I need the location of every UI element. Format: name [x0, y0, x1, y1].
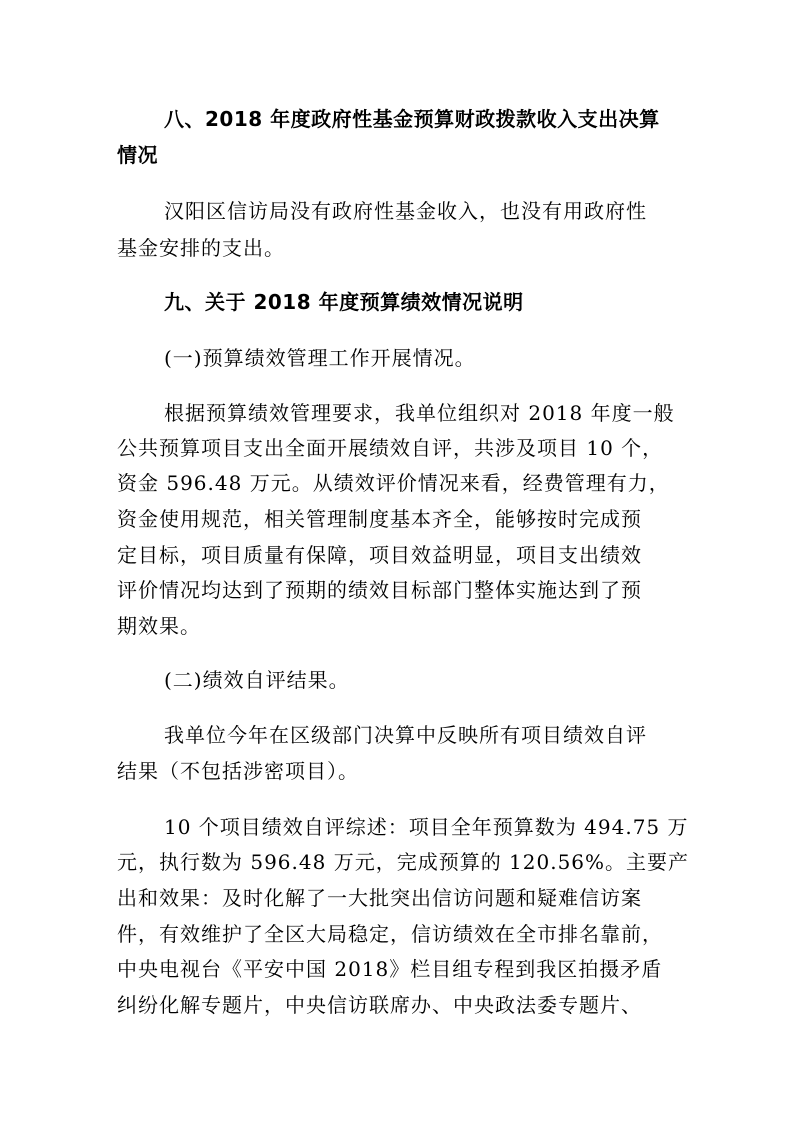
section8-paragraph-line2: 基金安排的支出。: [117, 236, 285, 260]
subsection1-line: 根据预算绩效管理要求，我单位组织对 2018 年度一般: [164, 401, 675, 425]
subsection2-title: (二)绩效自评结果。: [164, 668, 350, 692]
subsection1-line: 评价情况均达到了预期的绩效目标部门整体实施达到了预: [117, 578, 642, 602]
section8-title-line1: 八、2018 年度政府性基金预算财政拨款收入支出决算: [164, 107, 660, 131]
subsection2-para2-line: 纠纷化解专题片，中央信访联席办、中央政法委专题片、: [117, 993, 642, 1017]
subsection2-para2-line: 出和效果：及时化解了一大批突出信访问题和疑难信访案: [117, 886, 642, 910]
subsection1-line: 资金 596.48 万元。从绩效评价情况来看，经费管理有力，: [117, 471, 670, 495]
section8-paragraph-line1: 汉阳区信访局没有政府性基金收入，也没有用政府性: [164, 199, 647, 223]
subsection2-para2-line: 元，执行数为 596.48 万元，完成预算的 120.56%。主要产: [117, 850, 690, 874]
subsection2-para1-line: 我单位今年在区级部门决算中反映所有项目绩效自评: [164, 723, 647, 747]
subsection1-line: 定目标，项目质量有保障，项目效益明显，项目支出绩效: [117, 543, 642, 567]
subsection1-line: 公共预算项目支出全面开展绩效自评，共涉及项目 10 个，: [117, 436, 664, 460]
subsection1-line: 期效果。: [117, 614, 201, 638]
subsection1-title: (一)预算绩效管理工作开展情况。: [164, 346, 476, 370]
section8-title-line2: 情况: [117, 143, 158, 167]
subsection2-para2-line: 10 个项目绩效自评综述：项目全年预算数为 494.75 万: [164, 815, 689, 839]
subsection2-para1-line: 结果（不包括涉密项目）。: [117, 759, 359, 783]
section9-title: 九、关于 2018 年度预算绩效情况说明: [164, 290, 524, 314]
subsection2-para2-line: 中央电视台《平安中国 2018》栏目组专程到我区拍摄矛盾: [117, 957, 663, 981]
subsection2-para2-line: 件，有效维护了全区大局稳定，信访绩效在全市排名靠前，: [117, 922, 663, 946]
subsection1-line: 资金使用规范，相关管理制度基本齐全，能够按时完成预: [117, 507, 642, 531]
